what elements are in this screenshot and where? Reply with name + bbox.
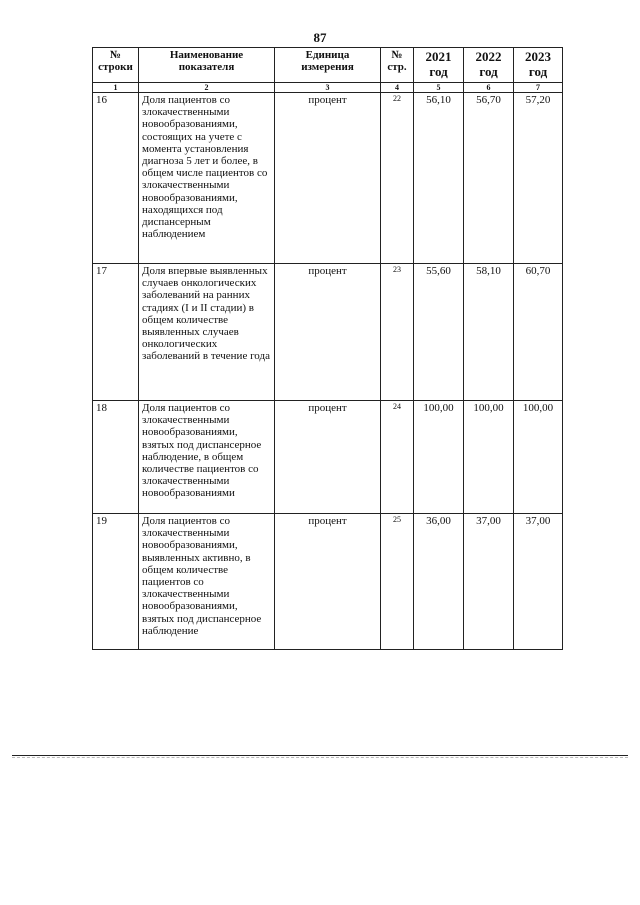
indicators-table [92, 47, 563, 650]
header-row-no: № строки [93, 48, 139, 83]
column-number: 3 [275, 83, 381, 93]
column-number: 5 [414, 83, 464, 93]
table-row [93, 514, 563, 650]
footer-divider [12, 755, 628, 756]
unit-cell: процент [275, 514, 381, 650]
unit-cell: процент [275, 93, 381, 264]
footer-divider-shadow [12, 757, 628, 758]
page-number: 87 [313, 30, 327, 45]
header-2021: 2021 год [414, 48, 464, 83]
unit-cell: процент [275, 264, 381, 401]
indicator-name: Доля пациентов со злокачественными новообразованиями, взятых под диспансерное наблюдение, в общем количестве пациентов со злокачественными новообразованиями [139, 401, 275, 514]
value-2022: 100,00 [464, 401, 514, 514]
value-2021: 100,00 [414, 401, 464, 514]
value-2022: 37,00 [464, 514, 514, 650]
row-number: 17 [93, 264, 139, 401]
page-cell: 23 [381, 264, 414, 401]
value-2022: 56,70 [464, 93, 514, 264]
header-2022: 2022 год [464, 48, 514, 83]
row-number: 16 [93, 93, 139, 264]
indicator-name: Доля пациентов со злокачественными новообразованиями, состоящих на учете с момента установления диагноза 5 лет и более, в общем числе пациентов со злокачественными новообразованиями, находящихся под диспансерным наблюдением [139, 93, 275, 264]
page-cell: 24 [381, 401, 414, 514]
value-2023: 100,00 [514, 401, 563, 514]
column-number: 1 [93, 83, 139, 93]
value-2021: 56,10 [414, 93, 464, 264]
table-row [93, 401, 563, 514]
value-2021: 55,60 [414, 264, 464, 401]
column-number: 2 [139, 83, 275, 93]
value-2021: 36,00 [414, 514, 464, 650]
value-2023: 60,70 [514, 264, 563, 401]
header-2023: 2023 год [514, 48, 563, 83]
column-numbers-row [93, 83, 563, 93]
header-row [93, 48, 563, 83]
table-row [93, 264, 563, 401]
page-cell: 25 [381, 514, 414, 650]
value-2023: 57,20 [514, 93, 563, 264]
column-number: 6 [464, 83, 514, 93]
header-page: № стр. [381, 48, 414, 83]
row-number: 19 [93, 514, 139, 650]
column-number: 4 [381, 83, 414, 93]
header-unit: Единица измерения [275, 48, 381, 83]
indicator-name: Доля впервые выявленных случаев онкологических заболеваний на ранних стадиях (I и II стадии) в общем количестве выявленных случаев онкологических заболеваний в течение года [139, 264, 275, 401]
row-number: 18 [93, 401, 139, 514]
header-name: Наименование показателя [139, 48, 275, 83]
table-row [93, 93, 563, 264]
unit-cell: процент [275, 401, 381, 514]
value-2023: 37,00 [514, 514, 563, 650]
value-2022: 58,10 [464, 264, 514, 401]
indicator-name: Доля пациентов со злокачественными новообразованиями, выявленных активно, в общем количестве пациентов со злокачественными новообразованиями, взятых под диспансерное наблюдение [139, 514, 275, 650]
column-number: 7 [514, 83, 563, 93]
page-cell: 22 [381, 93, 414, 264]
